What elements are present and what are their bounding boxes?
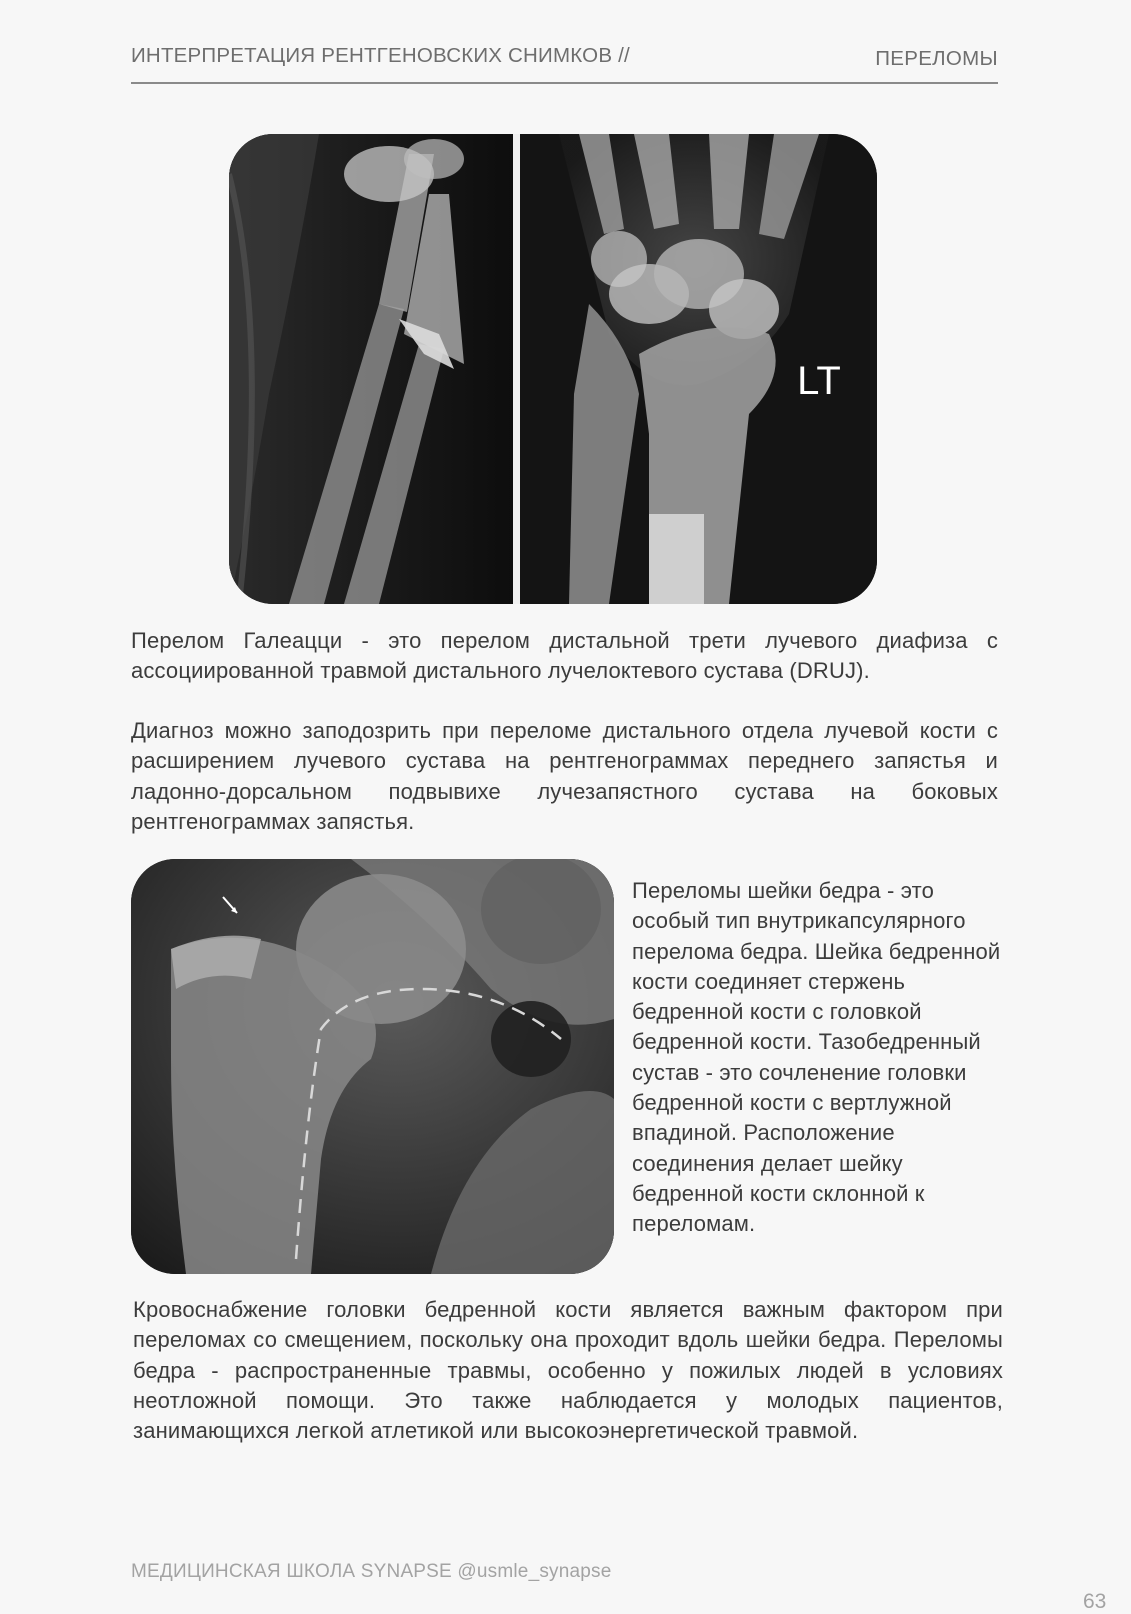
page-number: 63 [1083,1590,1107,1613]
header-section: ПЕРЕЛОМЫ [875,47,998,70]
diagnosis-paragraph: Диагноз можно заподозрить при переломе дистального отдела лучевой кости с расширением лучевого сустава на рентгенограммах переднего запястья и ладонно-дорсальном подвывихе лучезапястного сустава на боковых рентгенограммах запястья. [131,718,998,834]
hip-xray-image [131,859,614,1274]
xray-marker-label: LT [797,359,841,403]
footer-credit: МЕДИЦИНСКАЯ ШКОЛА SYNAPSE @usmle_synapse [131,1561,612,1582]
header-title: ИНТЕРПРЕТАЦИЯ РЕНТГЕНОВСКИХ СНИМКОВ // [131,44,630,67]
galeazzi-paragraph: Перелом Галеацци - это перелом дистальной трети лучевого диафиза с ассоциированной травмой дистального лучелоктевого сустава (DRUJ). [131,628,998,684]
forearm-wrist-xray-image [229,134,877,604]
page-header [131,44,998,84]
blood-supply-paragraph: Кровоснабжение головки бедренной кости является важным фактором при переломах со смещением, поскольку она проходит вдоль шейки бедра. Переломы бедра - распространенные травмы, особенно у пожилых людей в условиях неотложной помощи. Это также наблюдается у молодых пациентов, занимающихся легкой атлетикой или высокоэнергетической травмой. [133,1297,1003,1444]
femoral-neck-paragraph: Переломы шейки бедра - это особый тип внутрикапсулярного перелома бедра. Шейка бедренной кости соединяет стержень бедренной кости с головкой бедренной кости. Тазобедренный сустав - это сочленение головки бедренной кости с вертлужной впадиной. Расположение соединения делает шейку бедренной кости склонной к переломам. [632,878,1001,1237]
